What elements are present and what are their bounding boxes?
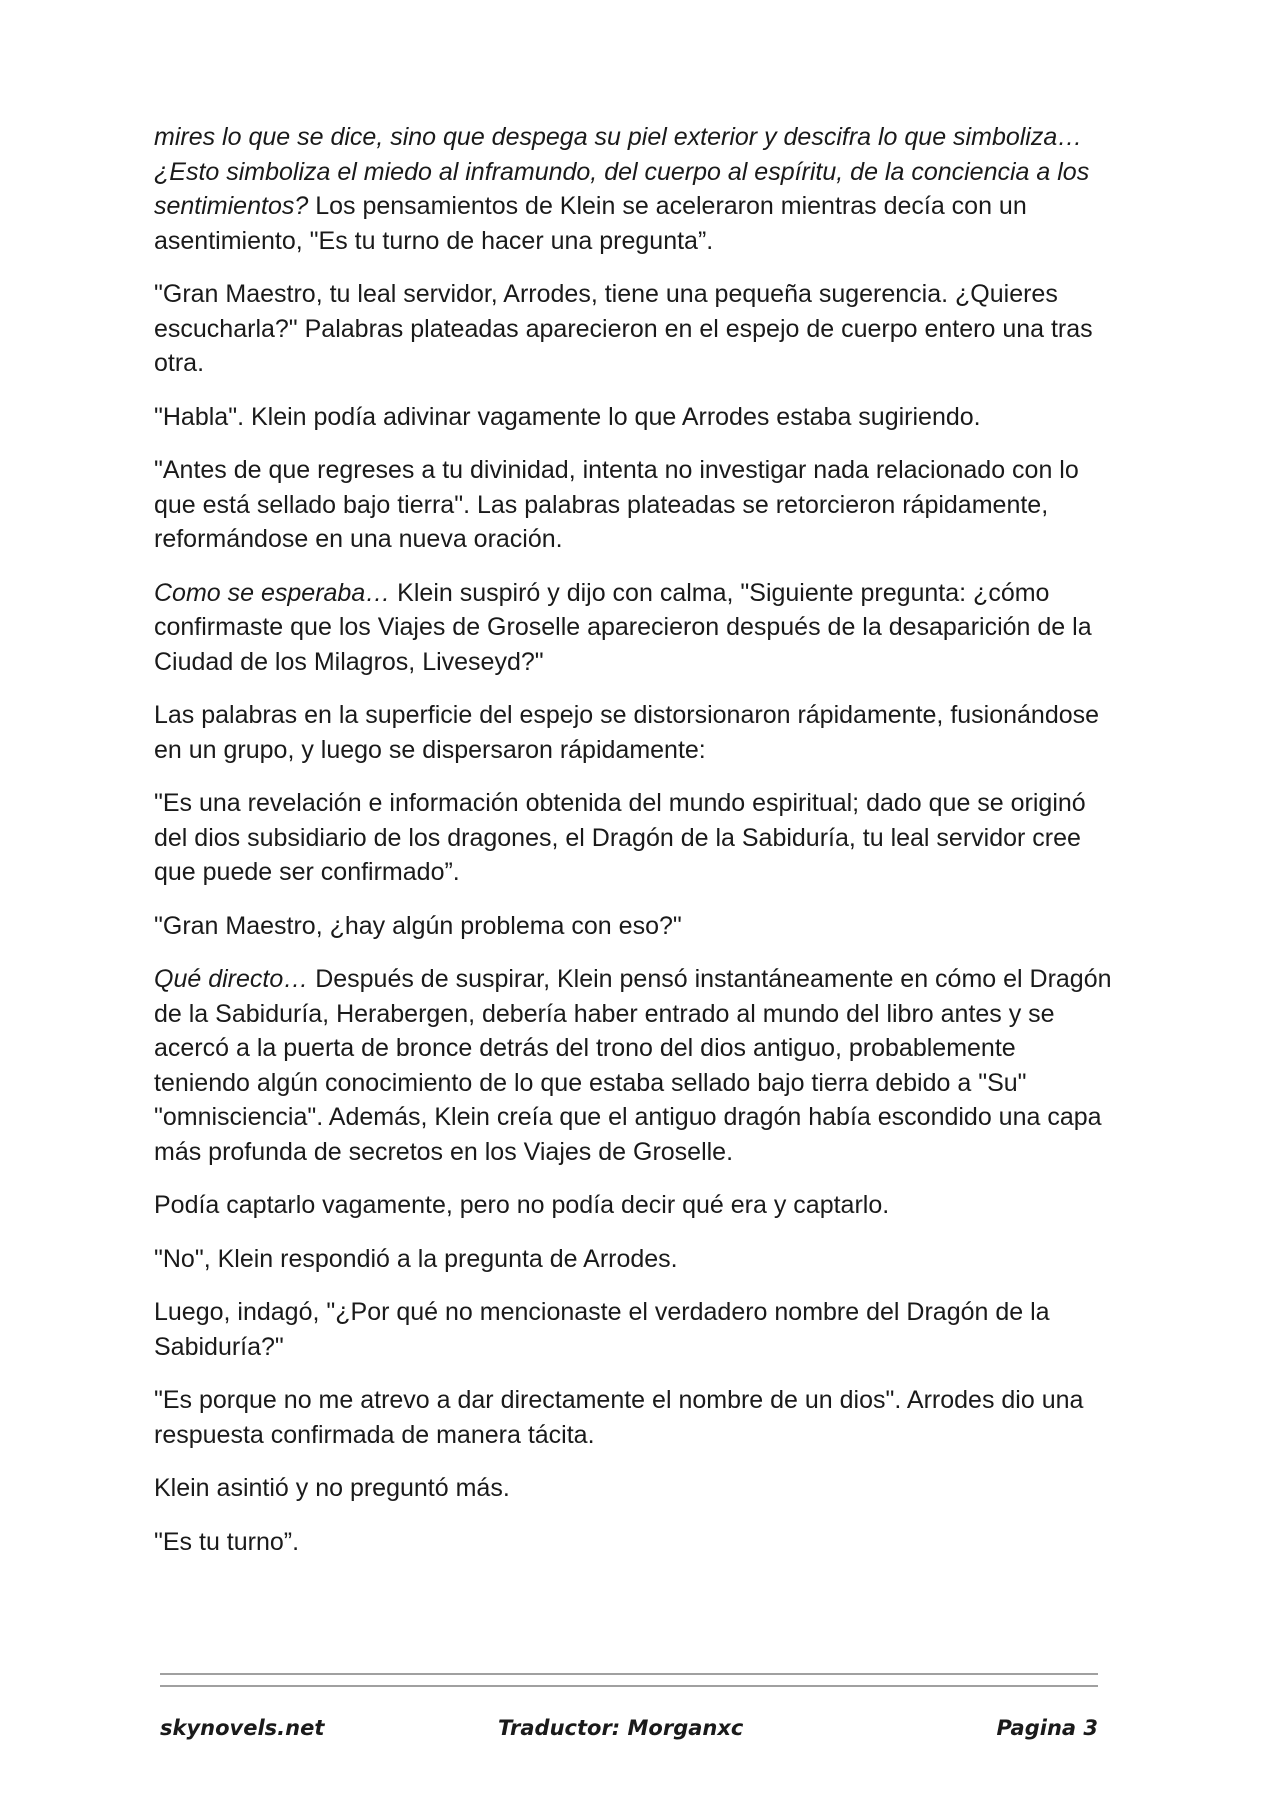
paragraph <box>154 1525 1114 1560</box>
text-segment: Después de suspirar, Klein pensó instantáneamente en cómo el Dragón de la Sabiduría, Herabergen, debería haber entrado al mundo del libro antes y se acercó a la puerta de bronce detrás del trono del dios antiguo, probablemente teniendo algún conocimiento de lo que estaba sellado bajo tierra debido a "Su" "omnisciencia". Además, Klein creía que el antiguo dragón había escondido una capa más profunda de secretos en los Viajes de Groselle. <box>154 965 1112 1166</box>
paragraph <box>154 962 1114 1169</box>
footer-divider-bottom <box>160 1685 1098 1687</box>
paragraph <box>154 400 1114 435</box>
paragraph <box>154 453 1114 557</box>
paragraph <box>154 576 1114 680</box>
text-segment: "Es porque no me atrevo a dar directamente el nombre de un dios". Arrodes dio una respuesta confirmada de manera tácita. <box>154 1386 1084 1449</box>
paragraph <box>154 1295 1114 1364</box>
chapter-body-text <box>154 120 1114 1578</box>
paragraph <box>154 909 1114 944</box>
paragraph <box>154 277 1114 381</box>
text-segment: Luego, indagó, "¿Por qué no mencionaste el verdadero nombre del Dragón de la Sabiduría?" <box>154 1298 1050 1361</box>
text-segment: Klein asintió y no preguntó más. <box>154 1474 510 1502</box>
text-segment: Los pensamientos de Klein se aceleraron mientras decía con un asentimiento, "Es tu turno de hacer una pregunta”. <box>154 192 1027 255</box>
text-segment: "Es tu turno”. <box>154 1527 300 1556</box>
italic-text-segment: mires lo que se dice, sino que despega su piel exterior y descifra lo que simboliza… ¿Esto simboliza el miedo al inframundo, del cuerpo al espíritu, de la conciencia a los sentimientos? <box>154 123 1090 220</box>
text-segment: "Gran Maestro, ¿hay algún problema con eso?" <box>154 911 682 940</box>
text-segment: Las palabras en la superficie del espejo se distorsionaron rápidamente, fusionándose en un grupo, y luego se dispersaron rápidamente: <box>154 701 1100 764</box>
footer-translator-credit: Traductor: Morganxc <box>498 1716 744 1740</box>
text-segment: "Habla". Klein podía adivinar vagamente lo que Arrodes estaba sugiriendo. <box>154 402 981 431</box>
text-segment: "Antes de que regreses a tu divinidad, intenta no investigar nada relacionado con lo que está sellado bajo tierra". Las palabras plateadas se retorcieron rápidamente, reformándose en una nueva oración. <box>154 456 1079 553</box>
footer-page-number: Pagina 3 <box>996 1716 1098 1740</box>
paragraph <box>154 698 1114 767</box>
paragraph <box>154 1242 1114 1277</box>
text-segment: "No", Klein respondió a la pregunta de Arrodes. <box>154 1244 678 1273</box>
footer-divider-top <box>160 1673 1098 1675</box>
page-footer <box>160 1716 1098 1750</box>
text-segment: "Es una revelación e información obtenida del mundo espiritual; dado que se originó del dios subsidiario de los dragones, el Dragón de la Sabiduría, tu leal servidor cree que puede ser confirmado”. <box>154 789 1086 886</box>
paragraph <box>154 120 1114 258</box>
text-segment: Podía captarlo vagamente, pero no podía decir qué era y captarlo. <box>154 1191 890 1219</box>
text-segment: Klein suspiró y dijo con calma, "Siguiente pregunta: ¿cómo confirmaste que los Viajes de Groselle aparecieron después de la desaparición de la Ciudad de los Milagros, Liveseyd?" <box>154 578 1092 676</box>
paragraph <box>154 786 1114 890</box>
paragraph <box>154 1188 1114 1223</box>
paragraph <box>154 1383 1114 1452</box>
italic-text-segment: Como se esperaba… <box>154 578 391 607</box>
paragraph <box>154 1471 1114 1506</box>
italic-text-segment: Qué directo… <box>154 965 309 993</box>
footer-site-name: skynovels.net <box>160 1716 325 1740</box>
text-segment: "Gran Maestro, tu leal servidor, Arrodes, tiene una pequeña sugerencia. ¿Quieres escucharla?" Palabras plateadas aparecieron en el espejo de cuerpo entero una tras otra. <box>154 280 1093 377</box>
